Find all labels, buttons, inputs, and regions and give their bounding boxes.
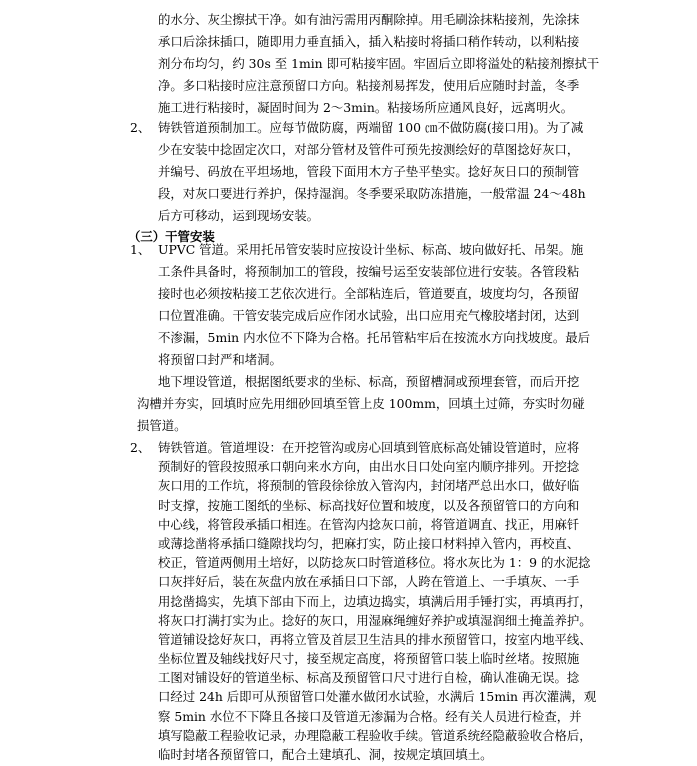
- paragraph-line: 沟槽并夯实，回填时应先用细砂回填至管上皮 100mm，回填土过筛，夯实时勿碰: [137, 396, 585, 411]
- paragraph-line: 时支撑，按施工图纸的坐标、标高找好位置和坡度，以及各预留管口的方向和: [158, 497, 580, 513]
- paragraph-line: 接时也必须按粘接工艺依次进行。全部粘连后，管道要直，坡度均匀，各预留: [158, 286, 580, 301]
- paragraph-line: 用捻凿捣实，先填下部由下而上，边填边捣实，填满后用手锤打实，再填再打，: [158, 593, 592, 609]
- paragraph-line: 并编号、码放在平坦场地，管段下面用木方子垫平垫实。捻好灰日口的预制管: [158, 164, 580, 179]
- paragraph-line: 预制好的管段按照承口朝向来水方向，由出水日口处向室内顺序排列。开挖捻: [158, 459, 580, 475]
- paragraph-line: 将灰口打满打实为止。捻好的灰口，用湿麻绳缠好养护或填湿润细土掩盖养护。: [158, 612, 592, 628]
- paragraph-line: 管道铺设捻好灰口，再将立管及首层卫生洁具的排水预留管口，按室内地平线、: [158, 631, 592, 647]
- paragraph-line: 少在安装中捻固定次口，对部分管材及管件可预先按测绘好的草图捻好灰口，: [158, 142, 580, 157]
- paragraph-line: 坐标位置及轴线找好尺寸，接至规定高度，将预留管口装上临时丝堵。按照施: [158, 651, 580, 667]
- paragraph-line: 口经过 24h 后即可从预留管口处灌水做闭水试验，水满后 15min 再次灌满，观: [158, 689, 597, 705]
- list-number: 1、: [130, 242, 151, 257]
- list-number: 2、: [130, 440, 151, 455]
- paragraph-line: UPVC 管道。采用托吊管安装时应按设计坐标、标高、坡向做好托、吊架。施: [158, 242, 584, 257]
- paragraph-line: 或薄捻凿将承插口缝隙找均匀，把麻打实，防止接口材料掉入管内，再校直、: [158, 535, 580, 551]
- paragraph-line: 损管道。: [137, 418, 187, 433]
- paragraph-line: 施工进行粘接时，凝固时间为 2～3min。粘接场所应通风良好，远离明火。: [158, 100, 574, 115]
- paragraph-line: 工条件具备时，将预制加工的管段，按编号运至安装部位进行安装。各管段粘: [158, 264, 580, 279]
- paragraph-line: 察 5min 水位不下降且各接口及管道无渗漏为合格。经有关人员进行检查，并: [158, 708, 582, 724]
- paragraph-line: 口灰拌好后，装在灰盘内放在承插日口下部，人跨在管道上、一手填灰、一手: [158, 574, 580, 590]
- paragraph-line: 铸铁管道。管道埋设：在开挖管沟或房心回填到管底标高处铺设管道时，应将: [158, 440, 580, 455]
- paragraph-line: 工图对铺设好的管道坐标、标高及预留管口尺寸进行自检，确认准确无误。捻: [158, 670, 580, 686]
- paragraph-line: 校正，管道两侧用土培好，以防捻灰口时管道移位。将水灰比为 1：9 的水泥捻: [158, 555, 591, 571]
- paragraph-line: 不渗漏，5min 内水位不下降为合格。托吊管粘牢后在按流水方向找坡度。最后: [158, 330, 591, 345]
- paragraph-line: 的水分、灰尘擦拭干净。如有油污需用丙酮除掉。用毛刷涂抹粘接剂，先涂抹: [158, 12, 580, 27]
- paragraph-line: 临时封堵各预留管口，配合土建填孔、洞，按规定填回填土。: [158, 747, 493, 762]
- paragraph-line: 段，对灰口要进行养护，保持湿润。冬季要采取防冻措施，一般常温 24～48h: [158, 186, 586, 201]
- paragraph-line: 后方可移动，运到现场安装。: [158, 208, 320, 223]
- paragraph-line: 承口后涂抹插口，随即用力垂直插入，插入粘接时将插口稍作转动，以利粘接: [158, 34, 580, 49]
- paragraph-line: 净。多口粘接时应注意预留口方向。粘接剂易挥发，使用后应随时封盖，冬季: [158, 78, 580, 93]
- paragraph-line: 口位置准确。干管安装完成后应作闭水试验，出口应用充气橡胶堵封闭，达到: [158, 308, 580, 323]
- paragraph-line: 灰口用的工作坑，将预制的管段徐徐放入管沟内，封闭堵严总出水口，做好临: [158, 478, 580, 494]
- paragraph-line: 填写隐蔽工程验收记录，办理隐蔽工程验收手续。管道系统经隐蔽验收合格后，: [158, 727, 592, 743]
- paragraph-line: 剂分布均匀，约 30s 至 1min 即可粘接牢固。牢固后立即将溢处的粘接剂擦拭干: [158, 56, 600, 71]
- paragraph-line: 铸铁管道预制加工。应每节做防腐，两端留 100 ㎝不做防腐(接口用)。为了减: [158, 120, 584, 135]
- section-heading: （三）干管安装: [128, 229, 215, 244]
- paragraph-line: 中心线，将管段承插口相连。在管沟内捻灰口前，将管道调直、找正，用麻钎: [158, 516, 580, 532]
- paragraph-line: 地下埋设管道，根据图纸要求的坐标、标高，预留槽洞或预埋套管，而后开挖: [158, 374, 580, 389]
- list-number: 2、: [130, 120, 151, 135]
- paragraph-line: 将预留口封严和堵洞。: [158, 352, 282, 367]
